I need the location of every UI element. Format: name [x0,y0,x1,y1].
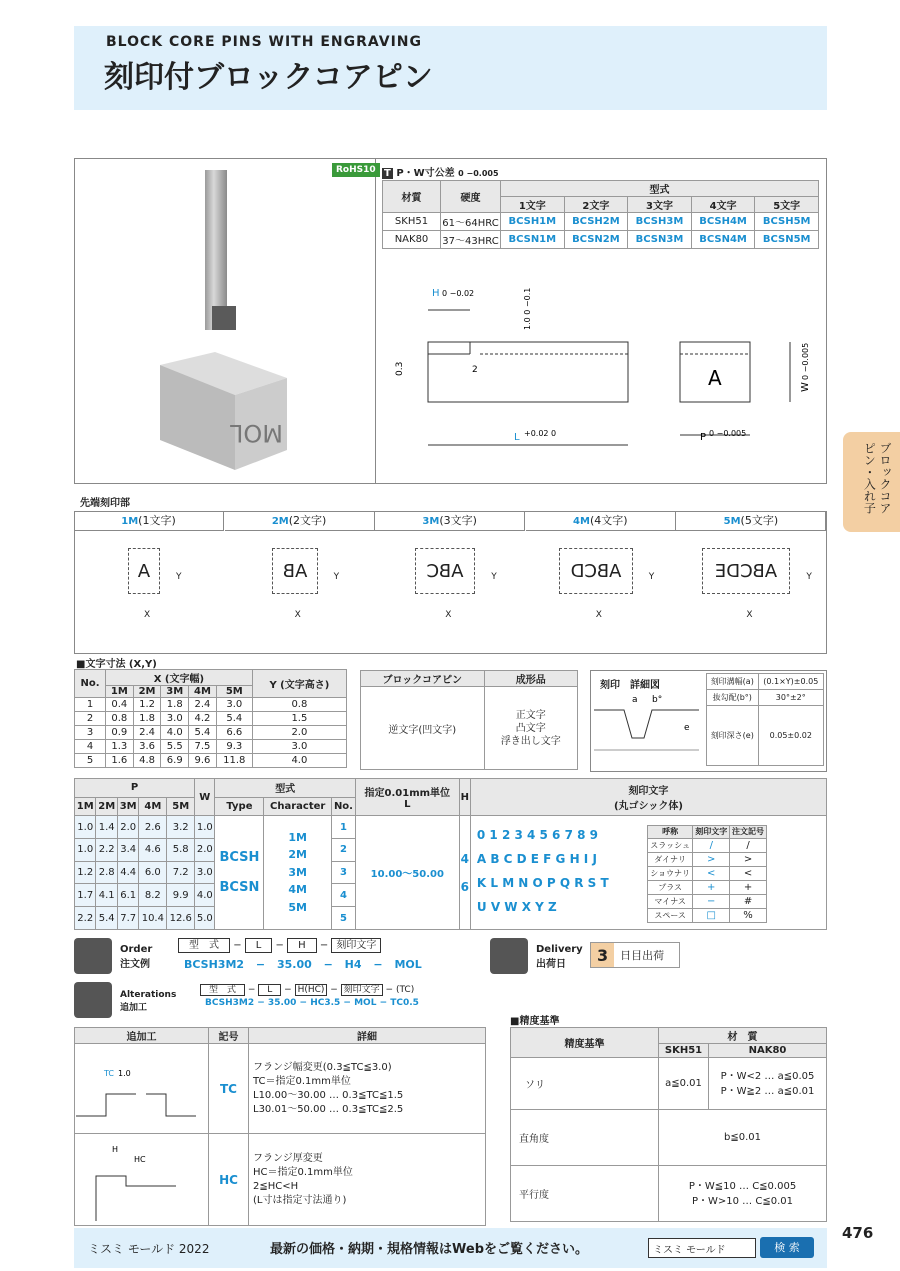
tip-header: 2M(2文字) [225,511,375,531]
tolerance-label: P・W寸公差 [396,168,455,179]
svg-text:a: a [632,695,638,705]
table-row: 1.2 2.8 4.4 6.0 7.2 3.0 3 [75,861,827,884]
table-row: 1.7 4.1 6.1 8.2 9.9 4.0 4 [75,884,827,907]
tip-engraving: AB [272,548,318,594]
tip-title: 先端刻印部 [80,498,130,509]
drill-icon [74,982,112,1018]
x-label: X [746,610,753,620]
tip-header: 1M(1文字) [74,511,224,531]
x-label: X [595,610,602,620]
svg-text:P: P [700,432,707,443]
y-label: Y [333,572,340,582]
footer-brand: ミスミ モールド 2022 [88,1242,210,1256]
mold-table: ブロックコアピン 成形品 逆文字(凹文字) 正文字 凸文字 浮き出し文字 [360,670,578,770]
x-label: X [144,610,151,620]
svg-text:+0.02 0: +0.02 0 [524,429,557,438]
search-button[interactable]: 検 索 [760,1237,814,1258]
svg-text:b°: b° [652,695,663,705]
x-label: X [294,610,301,620]
title-en: BLOCK CORE PINS WITH ENGRAVING [106,34,423,50]
svg-text:0.3: 0.3 [395,361,405,376]
block-photo [155,350,295,475]
tip-header: 5M(5文字) [676,511,826,531]
tip-header: 4M(4文字) [526,511,676,531]
precision-title: ■精度基準 [510,1016,560,1027]
x-label: X [445,610,452,620]
tip-header: 3M(3文字) [375,511,525,531]
rohs-badge: RoHS10 [332,163,380,177]
engrave-table: 刻印溝幅(a) (0.1×Y)±0.05 抜勾配(b°) 30°±2° 刻印深さ(e) 0.05±0.02 [706,673,824,766]
svg-text:0 −0.005: 0 −0.005 [709,429,747,438]
char-size-title: ■文字寸法 (X,Y) [76,659,157,670]
addproc-diagrams [76,1046,206,1226]
footer-message: 最新の価格・納期・規格情報はWebをご覧ください。 [270,1242,588,1257]
svg-text:TC: TC [104,1069,115,1078]
phone-icon [74,938,112,974]
table-row: 2.2 5.4 7.7 10.4 12.6 5.0 5 [75,907,827,930]
tip-engraving: A [128,548,160,594]
tip-engraving: ABC [415,548,475,594]
table-row: 1 0.4 1.2 1.8 2.4 3.0 0.8 [75,698,347,712]
svg-text:W: W [800,382,811,392]
y-label: Y [648,572,655,582]
table-row: 1.0 2.2 3.4 4.6 5.8 2.0 2 [75,838,827,861]
search-input[interactable]: ミスミ モールド [648,1238,756,1258]
svg-text:2: 2 [472,365,478,375]
tip-engraving: ABCDE [702,548,790,594]
svg-text:HC: HC [134,1155,146,1164]
char-size-table: No. X (文字幅) Y (文字高さ) 1M 2M 3M 4M 5M 1 0.4 1.2 1.8 2.4 3.0 0.8 2 0.8 1.8 3.0 4.2 5.4 1.5 3 0.9 2.4 4.0 5.4 6.6 2.0 4 1.3 3.6 5.5 7.5 9.3 3.0 5 1.6 4.8 6.9 9.6 11.8 4.0 [74,669,347,768]
y-label: Y [176,572,182,582]
tolerance-value: 0 −0.005 [458,169,499,178]
table-row: 3 0.9 2.4 4.0 5.4 6.6 2.0 [75,726,347,740]
addproc-table: 追加工 記号 詳細 TC フランジ幅変更(0.3≦TC≦3.0) TC＝指定0.1mm単位 L10.00〜30.00 … 0.3≦TC≦1.5 L30.01〜50.00 … 0.3≦TC≦2.5 HC フランジ厚変更 HC＝指定0.1mm単位 2≦HC<H (L寸は指定寸法通り) [74,1027,486,1226]
svg-text:A: A [708,366,722,390]
type-table: 材質 硬度 型式 1文字 2文字 3文字 4文字 5文字 SKH51 61〜64HRC BCSH1M BCSH2M BCSH3M BCSH4M BCSH5M NAK80 37〜43HRC BCSN1M BCSN2M BCSN3M BCSN4M BCSN5M [382,180,819,249]
truck-icon [490,938,528,974]
svg-text:0 −0.005: 0 −0.005 [801,342,810,380]
dim-h: H [432,288,440,299]
precision-table: 精度基準 材 質 SKH51 NAK80 ソリ a≦0.01 P・W<2 … a≦0.05 P・W≧2 … a≦0.01 直角度 b≦0.01 平行度 P・W≦10 … C≦0.005 P・W>10 … C≦0.01 [510,1027,827,1222]
y-label: Y [491,572,497,582]
svg-text:1.0 0 −0.1: 1.0 0 −0.1 [523,287,532,330]
y-label: Y [806,572,812,582]
dimension-drawing [380,280,825,480]
delivery-box: 3 日目出荷 [590,942,680,968]
engrave-diagram [594,690,704,768]
page-title: 刻印付ブロックコアピン [104,60,433,95]
svg-text:e: e [684,723,690,733]
tip-engraving: ABCD [559,548,633,594]
table-row: 5 1.6 4.8 6.9 9.6 11.8 4.0 [75,754,347,768]
side-tab[interactable]: ブロックコアピン・入れ子 [843,432,900,532]
table-row: 2 0.8 1.8 3.0 4.2 5.4 1.5 [75,712,347,726]
svg-text:H: H [112,1145,119,1154]
svg-text:0 −0.02: 0 −0.02 [442,289,475,298]
main-table: P W 型式 指定0.01mm単位 L H 刻印文字 (丸ゴシック体) 1M 2M 3M 4M 5M Type Character No. 1.0 1.4 2.0 2.6 3.2 1.0 BCSH BCSN 1M 2M 3M 4M 5M 1 10.00〜50.00 4 6 0 1 2 3 4 5 6 7 8 9 A B C D E F G H I J K L M N O P Q R S T U V W X Y Z 呼称 刻印文字 注文記号 スラッシュ / / ダイナリ > > ショウナリ < < プラス + + マイナス − # スペース □ % 1.0 2.2 3.4 4.6 5.8 2.0 2 1.2 2.8 4.4 6.0 7.2 3.0 3 1.7 4.1 6.1 8.2 9.9 4.0 4 2.2 5.4 7.7 10.4 12.6 5.0 5 [74,778,827,930]
photo-engraving: MOL [230,419,283,447]
dim-l: L [514,432,520,443]
page-number: 476 [842,1224,874,1242]
table-row: 1.0 1.4 2.0 2.6 3.2 1.0 BCSH BCSN 1M 2M 3M 4M 5M 1 10.00〜50.00 4 6 0 1 2 3 4 5 6 7 8 9 A B C D E F G H I J K L M N O P Q R S T U V W X Y Z 呼称 刻印文字 注文記号 スラッシュ / / ダイナリ > > ショウナリ < < プラス + + マイナス − # スペース □ % [75,816,827,839]
svg-text:1.0: 1.0 [118,1069,131,1078]
table-row: 4 1.3 3.6 5.5 7.5 9.3 3.0 [75,740,347,754]
page-header [74,26,827,110]
order-example: 型 式 − L − H − 刻印文字 [178,936,381,951]
